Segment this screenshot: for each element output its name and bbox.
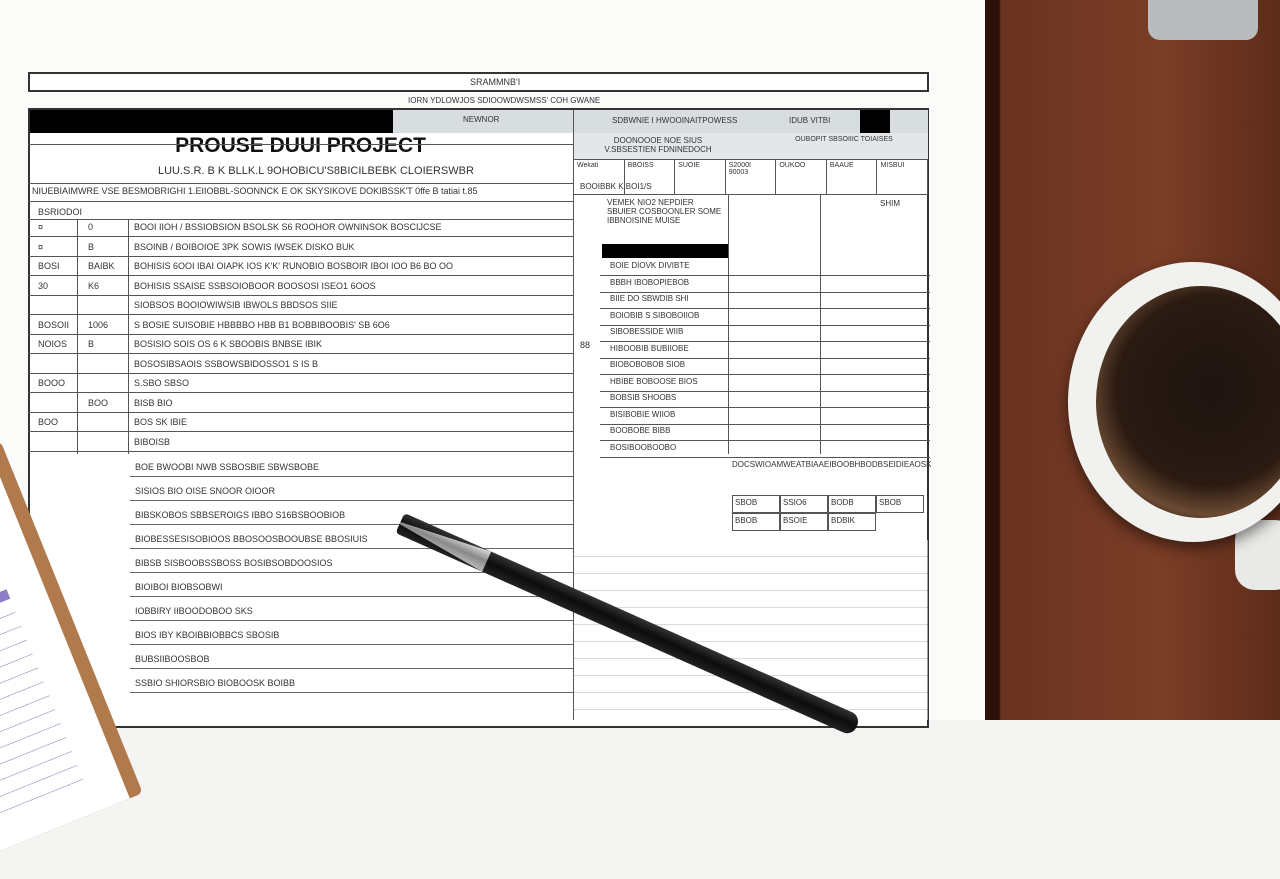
table-row (600, 308, 930, 326)
lower-line: BOE BWOOBI NWB SSBOSBIE SBWSBOBE (135, 462, 320, 472)
table-row (28, 395, 573, 413)
table-row (600, 407, 930, 425)
table-row (28, 336, 573, 354)
cell-c: BIBOISB (134, 436, 171, 447)
cell-b: B (88, 339, 95, 349)
lower-line: BIBSB SISBOOBSSBOSS BOSIBSOBDOOSIOS (135, 558, 333, 568)
table-row (600, 275, 930, 293)
cell-b: 0 (88, 222, 94, 232)
right-label-1: BOOIBBK K.BOI1/S (580, 182, 652, 191)
cell-a: BOSOII (38, 319, 70, 330)
form-title: PROUSE DUUI PROJECT (175, 134, 426, 157)
right-note: VEMEK NIO2 NEPDIER SBUIER COSBOONLER SOME IBBNOISINE MUISE (607, 198, 722, 225)
right-row-label: BOIE DIOVK DIVIBTE (610, 261, 690, 270)
cell: BDBIK (828, 513, 876, 531)
column-header: BAAUE (827, 159, 878, 194)
right-row-label: BIOBOBOBOB SIOB (610, 360, 686, 369)
cell-c: BOHISIS 6OOI IBAI OIAPK IOS K'K' RUNOBIO BOSBOIR IBOI IOO B6 BO OO (134, 261, 454, 271)
form-subtitle: LUU.S.R. B K BLLK.L 9OHOBICU'S8BICILBEBK CLOIERSWBR (158, 165, 474, 177)
cell-a: BOSI (38, 261, 60, 271)
cell-b: B (88, 241, 95, 252)
right-row-label: BOBSIB SHOOBS (610, 393, 677, 402)
header-grey-bar (393, 110, 573, 133)
cell: BSOIE (780, 513, 828, 531)
table-row (28, 239, 573, 257)
lower-line: SSBIO SHIORSBIO BIOBOOSK BOIBB (135, 678, 296, 688)
top-label-box (28, 72, 929, 92)
cell-a: NOIOS (38, 339, 68, 349)
table-row (600, 374, 930, 392)
cell: SBOB (732, 495, 780, 513)
cell-a: BOOO (38, 378, 66, 388)
cell-c: BOS SK IBIE (134, 417, 188, 427)
lower-line: BIBSKOBOS SBBSEROIGS IBBO S16BSBOOBIOB (135, 510, 346, 520)
right-label-2: SHIM (880, 199, 900, 208)
right-row-label: BBBH IBOBOPIEBOB (610, 277, 690, 287)
column-header: BBOISS (625, 159, 676, 194)
cell-b: BOO (88, 397, 109, 408)
mid-number: 88 (580, 340, 591, 350)
column-header: SUOIE (675, 159, 726, 194)
lower-line: BIOBESSESISOBIOOS BBOSOOSBOOUBSE BBOSIUIS (135, 534, 368, 544)
table-row (600, 258, 930, 276)
table-row (28, 375, 573, 393)
table-row (600, 324, 930, 342)
table-row (600, 357, 930, 375)
header-grey-label: NEWNOR (463, 115, 500, 124)
cell-c: S.SBO SBSO (134, 378, 190, 388)
cell-c: BOSISIO SOIS OS 6 K SBOOBIS BNBSE IBIK (134, 339, 323, 349)
table-row (28, 317, 573, 335)
cell-b: K6 (88, 280, 100, 291)
right-row-label: BOSIBOOBOOBO (610, 442, 677, 452)
right-row-label: BOIOBIB S SIBOBOIIOB (610, 310, 700, 320)
table-row (600, 423, 930, 441)
lower-line: BIOS IBY KBOIBBIOBBCS SBOSIB (135, 630, 280, 640)
right-row-label: SIBOBESSIDE WIIB (610, 327, 684, 336)
right-lower-header: DOCSWIOAMWEATBIAAEIBOOBHBODBSEIDIEAOSK (732, 460, 932, 469)
cell-c: BOHISIS SSAISE SSBSOIOBOOR BOOSOSI ISEO1 6OOS (134, 280, 376, 291)
cell-c: S BOSIE SUISOBIE HBBBBO HBB B1 BOBBIBOOBIS' SB 6O6 (134, 319, 390, 330)
cell-c: BISB BIO (134, 397, 173, 408)
table-row (28, 297, 573, 315)
cell-b: BAIBK (88, 261, 115, 271)
cell-b: 1006 (88, 319, 109, 330)
cell-a: ¤ (38, 222, 44, 232)
cell-a: BOO (38, 417, 59, 427)
subheader: IORN YDLOWJOS SDIOOWDWSMSS' COH GWANE (408, 96, 601, 105)
column-header: Wekati (574, 159, 625, 194)
table-row (28, 414, 573, 432)
info-line: NIUEBIAIMWRE VSE BESMOBRIGHI 1.EIIOBBL-SOONNCK E OK SKYSIKOVE DOKIBSSK'T 0ffe B tatiai t.85 (32, 186, 478, 196)
cell-a: ¤ (38, 241, 44, 252)
header-black-bar (30, 110, 393, 133)
right-row-label: HBIBE BOBOOSE BIOS (610, 376, 698, 386)
right-row-label: BOOBOBE BIBB (610, 426, 671, 435)
column-header: MISBUI (877, 159, 928, 194)
table-row (28, 434, 573, 452)
cell: SBOB (876, 495, 924, 513)
cell-c: BOSOSIBSAOIS SSBOWSBIDOSSO1 S IS B (134, 358, 319, 369)
top-label: SRAMMNB'I (470, 77, 521, 87)
column-header: OUKOO (776, 159, 827, 194)
cell: BODB (828, 495, 876, 513)
table-row (28, 356, 573, 374)
right-lower-cells (732, 495, 928, 531)
lower-line: BIOIBOI BIOBSOBWI (135, 582, 223, 592)
right-header-label: SDBWNIE I HWOOINAITPOWESS (612, 116, 738, 125)
right-sub-right: OUBOPIT SBSOIIIC TOIAISES (795, 136, 893, 143)
right-header-label-2: IDUB VITBI (789, 116, 831, 125)
section-label: BSRIODOI (38, 207, 83, 217)
cell-a: 30 (38, 280, 49, 291)
lower-line: BUBSIIBOOSBOB (135, 654, 210, 664)
right-row-label: BIIE DO SBWDIB SHI (610, 294, 689, 303)
cell-c: BSOINB / BOIBOIOE 3PK SOWIS IWSEK DISKO BUK (134, 241, 355, 252)
cell-c: BOOI IIOH / BSSIOBSION BSOLSK S6 ROOHOR OWNINSOK BOSCIJCSE (134, 222, 442, 232)
cell: SSIO6 (780, 495, 828, 513)
right-header (574, 110, 928, 133)
lower-line: IOBBIRY IIBOODOBOO SKS (135, 606, 253, 616)
device (1148, 0, 1258, 40)
cell: BBOB (732, 513, 780, 531)
table-row (600, 440, 930, 458)
cell-c: SIOBSOS BOOIOWIWSIB IBWOLS BBDSOS SIIE (134, 300, 338, 310)
right-row-label: BISIBOBIE WIIOB (610, 409, 676, 419)
right-sub-left: DOONOOOE NOE SIUS V.SBSESTIEN FDNINEDOCH (604, 136, 712, 154)
table-row (600, 341, 930, 359)
coffee (1096, 286, 1280, 518)
right-row-label: HIBOOBIB BUBIIOBE (610, 343, 689, 353)
table-row (600, 390, 930, 408)
table-row (600, 291, 930, 309)
table-row (28, 278, 573, 296)
table-row (28, 258, 573, 276)
column-header: S2000I 90003 (726, 159, 777, 194)
lower-line: SISIOS BIO OISE SNOOR OIOOR (135, 486, 276, 496)
table-row (28, 219, 573, 237)
